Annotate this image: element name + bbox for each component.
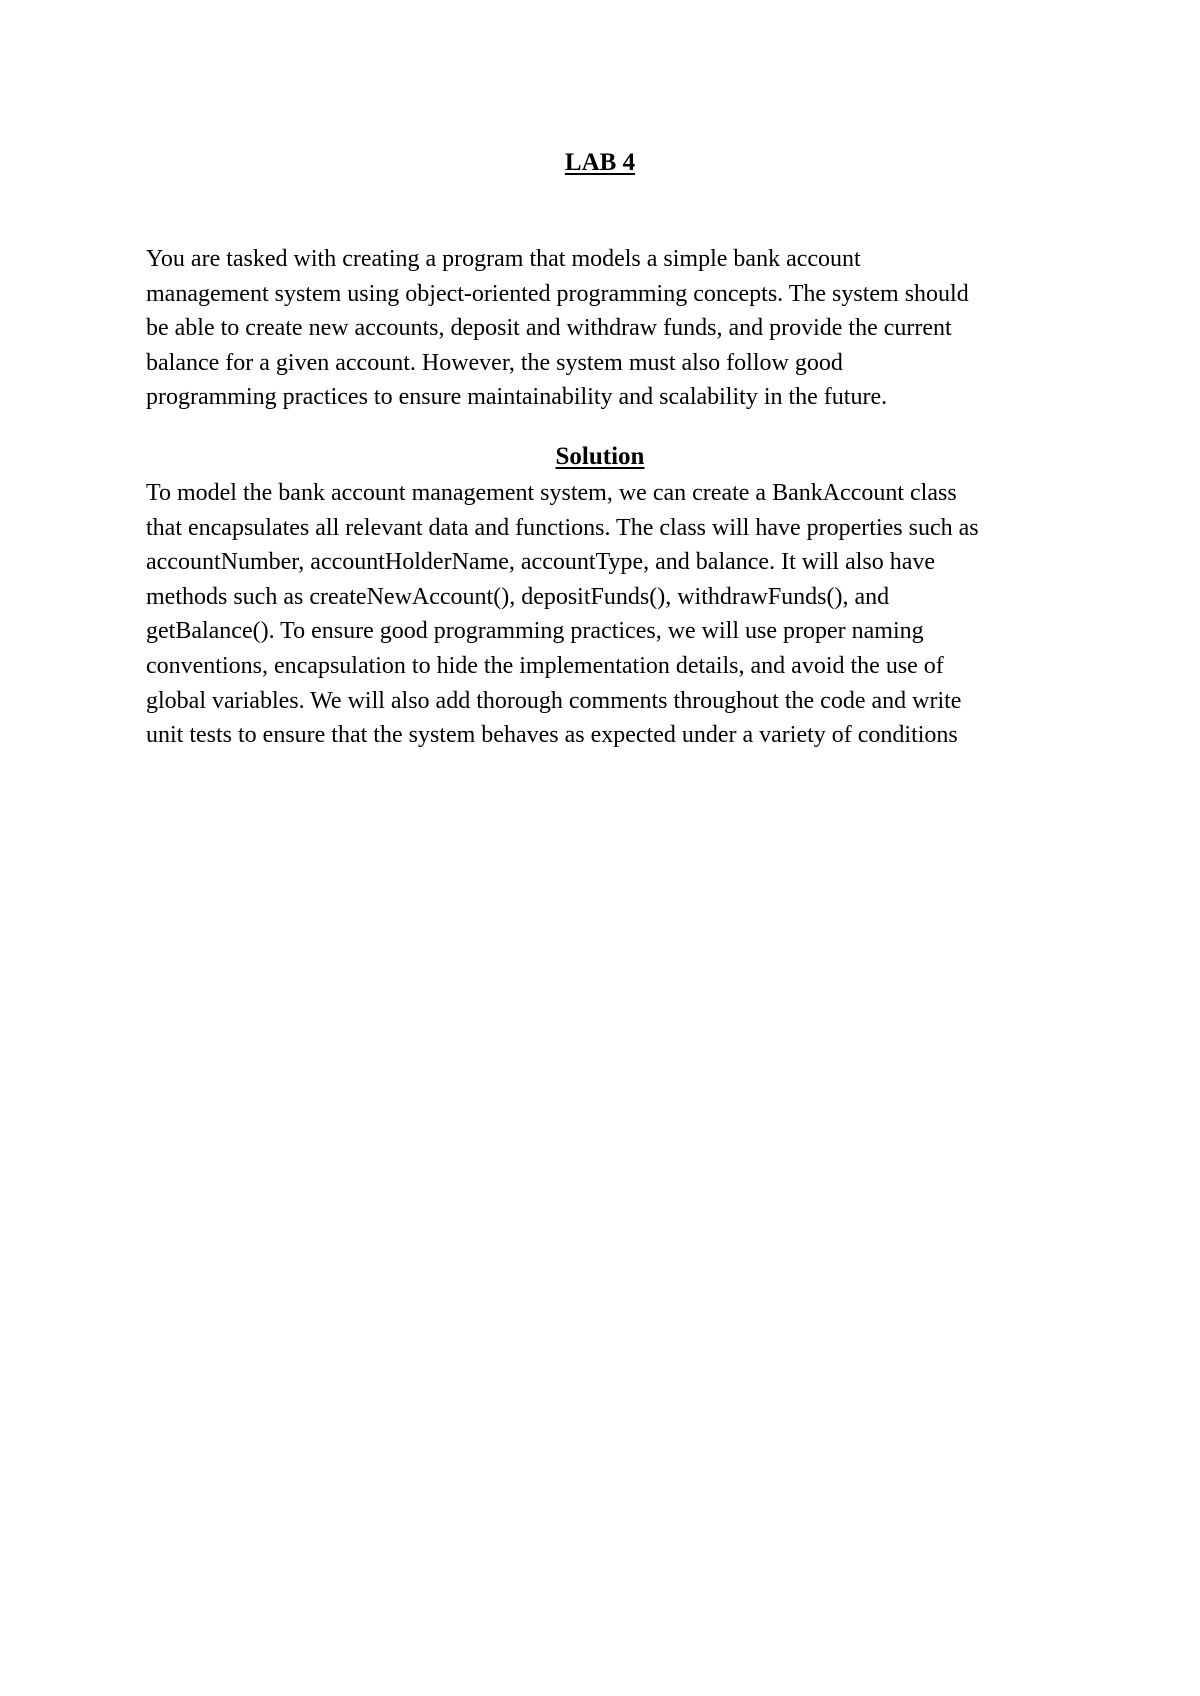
solution-line: that encapsulates all relevant data and functions. The class will have properties such as [146,514,979,541]
solution-line: methods such as createNewAccount(), depositFunds(), withdrawFunds(), and [146,583,890,610]
solution-line: global variables. We will also add thorough comments throughout the code and write [146,687,962,714]
task-line: management system using object-oriented programming concepts. The system should [146,280,969,307]
task-line: You are tasked with creating a program that models a simple bank account [146,246,861,272]
task-line: balance for a given account. However, the system must also follow good [146,349,843,376]
solution-paragraph [146,476,1076,753]
task-paragraph [146,242,1076,415]
page-title: LAB 4 [564,149,636,176]
solution-heading: Solution [555,443,645,470]
task-line: programming practices to ensure maintainability and scalability in the future. [146,384,888,411]
solution-line: To model the bank account management system, we can create a BankAccount class [146,480,957,506]
solution-line: unit tests to ensure that the system behaves as expected under a variety of conditions [146,722,958,749]
solution-line: accountNumber, accountHolderName, accountType, and balance. It will also have [146,549,936,576]
task-line: be able to create new accounts, deposit and withdraw funds, and provide the current [146,315,952,342]
solution-line: getBalance(). To ensure good programming practices, we will use proper naming [146,618,924,645]
solution-line: conventions, encapsulation to hide the implementation details, and avoid the use of [146,652,944,679]
